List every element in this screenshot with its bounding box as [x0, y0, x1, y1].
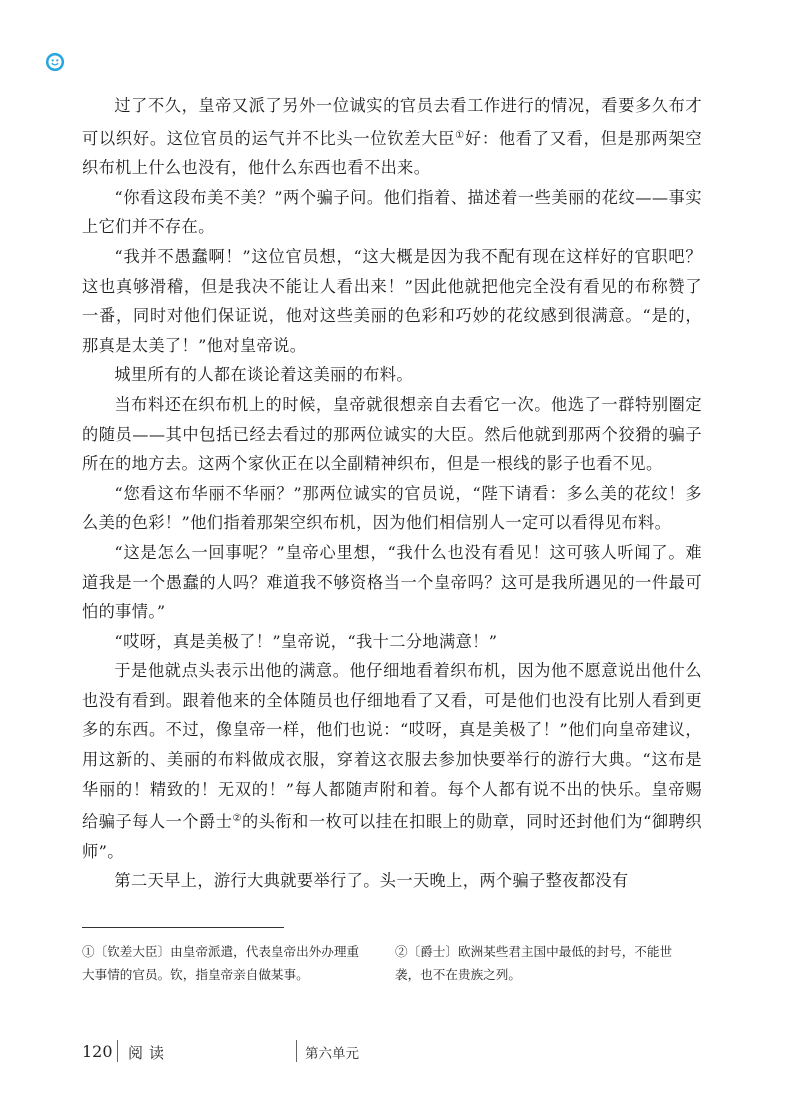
paragraph: “您看这布华丽不华丽？”那两位诚实的官员说，“陛下请看：多么美的花纹！多么美的色彩！”他们指着那架空织布机，因为他们相信别人一定可以看得见布料。 [82, 483, 702, 533]
footnote-number: ② [395, 944, 408, 959]
paragraph: 当布料还在织布机上的时候，皇帝就很想亲自去看它一次。他选了一群特别圈定的随员——其中包括已经去看过的那两位诚实的大臣。然后他就到那两个狡猾的骗子所在的地方去。这两个家伙正在以全副精神织布，但是一根线的影子也看不见。 [82, 394, 702, 474]
footnote-text: 〔钦差大臣〕由皇帝派遣，代表皇帝出外办理重大事情的官员。钦，指皇帝亲自做某事。 [82, 944, 360, 982]
paragraph-text: 过了不久，皇帝又派了另外一位诚实的官员去看工作进行的情况，看要多久布才可以织好。这位官员的运气并不比头一位钦差大臣 [82, 96, 702, 148]
footer-divider [117, 1040, 118, 1062]
paragraph-text: 好：他看了又看，但是那两架空织布机上什么也没有，他什么东西也看不出来。 [82, 128, 702, 178]
smiley-face-icon [46, 53, 64, 71]
body-text [82, 91, 702, 896]
paragraph: “这是怎么一回事呢？”皇帝心里想，“我什么也没有看见！这可骇人听闻了。难道我是一个愚蠢的人吗？难道我不够资格当一个皇帝吗？这可是我所遇见的一件最可怕的事情。” [82, 542, 702, 622]
paragraph-text: 的头衔和一枚可以挂在扣眼上的勋章，同时还封他们为“御聘织师”。 [82, 812, 702, 861]
paragraph [82, 91, 702, 183]
paragraph-text: 于是他就点头表示出他的满意。他仔细地看着织布机，因为他不愿意说出他什么也没有看到。跟着他来的全体随员也仔细地看了又看，可是他们也没有比别人看到更多的东西。不过，像皇帝一样，他们也说：“哎呀，真是美极了！”他们向皇帝建议，用这新的、美丽的布料做成衣服，穿着这衣服去参加快要举行的游行大典。“这布是华丽的！精致的！无双的！”每人都随声附和着。每个人都有说不出的快乐。皇帝赐给骗子每人一个爵士 [82, 661, 702, 832]
paragraph: 第二天早上，游行大典就要举行了。头一天晚上，两个骗子整夜都没有 [114, 871, 629, 891]
footnote-divider [82, 927, 284, 928]
paragraph: “我并不愚蠢啊！”这位官员想，“这大概是因为我不配有现在这样好的官职吧？这也真够滑稽，但是我决不能让人看出来！”因此他就把他完全没有看见的布称赞了一番，同时对他们保证说，他对这些美丽的色彩和巧妙的花纹感到很满意。“是的，那真是太美了！”他对皇帝说。 [82, 246, 702, 355]
paragraph: “你看这段布美不美？”两个骗子问。他们指着、描述着一些美丽的花纹——事实上它们并不存在。 [82, 187, 702, 237]
footnote-marker: ① [455, 129, 465, 141]
footnote-marker: ② [232, 813, 242, 825]
paragraph: “哎呀，真是美极了！”皇帝说，“我十二分地满意！” [114, 631, 498, 651]
unit-label: 第六单元 [305, 1046, 359, 1062]
page-number: 120 [82, 1042, 113, 1061]
footnote-2 [395, 940, 695, 986]
paragraph [82, 656, 702, 866]
paragraph: 城里所有的人都在谈论着这美丽的布料。 [114, 365, 413, 385]
footer-divider [296, 1040, 297, 1062]
section-label: 阅读 [128, 1044, 171, 1062]
footnote-text: 〔爵士〕欧洲某些君主国中最低的封号，不能世袭，也不在贵族之列。 [395, 944, 673, 982]
footnote-1 [82, 940, 370, 986]
footnote-number: ① [82, 944, 95, 959]
